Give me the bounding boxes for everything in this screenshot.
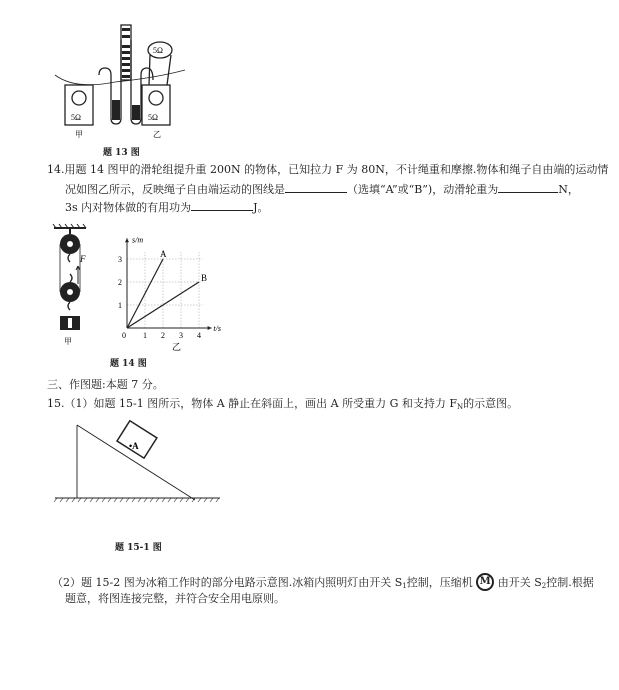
q15-subscript: 2 bbox=[541, 582, 547, 590]
ground-hatch bbox=[216, 498, 219, 502]
q15-part2-line1 bbox=[52, 573, 594, 591]
figure-15-1-incline bbox=[55, 420, 225, 515]
y-tick-label: 3 bbox=[118, 255, 122, 264]
y-axis-label: s/m bbox=[132, 235, 144, 245]
ground-hatch bbox=[180, 498, 183, 502]
line-a-label: A bbox=[160, 249, 167, 259]
x-tick-label: 3 bbox=[179, 331, 183, 340]
q14-text: J。 bbox=[253, 201, 269, 214]
q14-text: （选填“A”或“B”)，动滑轮重为 bbox=[347, 183, 499, 196]
answer-blank-line[interactable] bbox=[285, 181, 347, 193]
fig13-label-right: 乙 bbox=[153, 130, 161, 139]
ground-hatch bbox=[96, 498, 99, 502]
ground-hatch bbox=[126, 498, 129, 502]
fig13-label-left: 甲 bbox=[75, 130, 83, 139]
block-a-label: •A bbox=[129, 441, 139, 451]
force-label: F bbox=[80, 254, 86, 264]
x-tick-label: 1 bbox=[143, 331, 147, 340]
ground-hatch bbox=[138, 498, 141, 502]
ground-hatch bbox=[144, 498, 147, 502]
q15-text: 控制，压缩机 bbox=[406, 576, 473, 589]
y-tick-label: 2 bbox=[118, 278, 122, 287]
x-tick-label: 0 bbox=[122, 331, 126, 340]
ground-hatch bbox=[198, 498, 201, 502]
resistor-left-label: 5Ω bbox=[71, 113, 81, 122]
q15-subscript: 1 bbox=[402, 582, 407, 590]
ground-hatch bbox=[174, 498, 177, 502]
fig15-1-caption: 题 15-1 图 bbox=[115, 543, 162, 553]
figure-14-graph bbox=[110, 228, 230, 353]
q14-text: 况如图乙所示，反映绳子自由端运动的图线是 bbox=[65, 183, 285, 196]
figure-13 bbox=[55, 0, 185, 145]
q14-line1: 14.用题 14 图甲的滑轮组提升重 200N 的物体，已知拉力 F 为 80N，不计绳重和摩擦.物体和绳子自由端的运动情 bbox=[47, 163, 609, 176]
fig14-caption: 题 14 图 bbox=[110, 359, 147, 369]
fig13-caption: 题 13 图 bbox=[103, 148, 140, 158]
q15-text: 控制.根据 bbox=[546, 576, 594, 589]
q15-text: 由开关 S bbox=[497, 576, 542, 589]
q15-subscript: N bbox=[456, 403, 464, 411]
motor-icon: M bbox=[476, 573, 494, 591]
ground-hatch bbox=[210, 498, 213, 502]
ground-hatch bbox=[72, 498, 75, 502]
ground-hatch bbox=[162, 498, 165, 502]
fig14-label-left: 甲 bbox=[64, 337, 72, 346]
q14-text: 3s 内对物体做的有用功为 bbox=[65, 201, 192, 214]
q15-part1 bbox=[47, 397, 518, 411]
ground-hatch bbox=[84, 498, 87, 502]
q14-line2 bbox=[65, 181, 579, 197]
answer-blank-pulley-weight[interactable] bbox=[498, 181, 558, 193]
q15-text: 的示意图。 bbox=[463, 397, 519, 410]
ground-hatch bbox=[156, 498, 159, 502]
resistor-right-label: 5Ω bbox=[148, 113, 158, 122]
q14-text: N， bbox=[558, 183, 579, 196]
ground-hatch bbox=[60, 498, 63, 502]
x-tick-label: 2 bbox=[161, 331, 165, 340]
q14-line3 bbox=[65, 199, 269, 215]
ground-hatch bbox=[54, 498, 57, 502]
ground-hatch bbox=[168, 498, 171, 502]
ground-hatch bbox=[186, 498, 189, 502]
q15-part2-line2: 题意，将图连接完整，并符合安全用电原则。 bbox=[65, 592, 285, 605]
ground-hatch bbox=[150, 498, 153, 502]
q15-text: （2）题 15-2 图为冰箱工作时的部分电路示意图.冰箱内照明灯由开关 S bbox=[52, 576, 403, 589]
y-tick-label: 1 bbox=[118, 301, 122, 310]
x-tick-label: 4 bbox=[197, 331, 201, 340]
figure-14-pulley bbox=[52, 224, 92, 349]
ground-hatch bbox=[132, 498, 135, 502]
ground-hatch bbox=[204, 498, 207, 502]
q15-text: 15.（1）如题 15-1 图所示，物体 A 静止在斜面上，画出 A 所受重力 G 和支持力 F bbox=[47, 397, 457, 410]
line-b-label: B bbox=[201, 273, 208, 283]
answer-blank-useful-work[interactable] bbox=[191, 199, 253, 211]
resistor-top-label: 5Ω bbox=[153, 46, 163, 55]
ground-hatch bbox=[102, 498, 105, 502]
ground-hatch bbox=[120, 498, 123, 502]
section-heading: 三、作图题:本题 7 分。 bbox=[47, 378, 164, 391]
ground-hatch bbox=[90, 498, 93, 502]
ground-hatch bbox=[114, 498, 117, 502]
ground-hatch bbox=[108, 498, 111, 502]
axis-arrows bbox=[125, 238, 212, 330]
ground-hatch bbox=[78, 498, 81, 502]
fig14-label-right: 乙 bbox=[172, 342, 182, 352]
x-axis-label: t/s bbox=[213, 324, 221, 333]
ground-hatch bbox=[66, 498, 69, 502]
